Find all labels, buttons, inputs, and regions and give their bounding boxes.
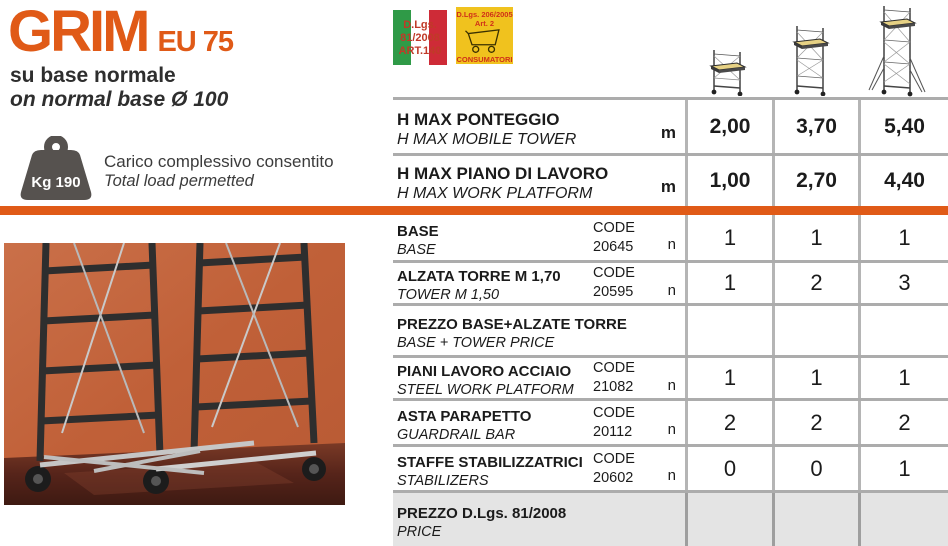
- value-cell: [858, 493, 948, 546]
- value-cell: 1: [685, 263, 772, 303]
- value-cell: [685, 493, 772, 546]
- orange-bar-spacer: [393, 206, 948, 215]
- table-row: [393, 97, 948, 153]
- value-cell: 2: [772, 263, 858, 303]
- tower-illustration-small: [706, 48, 750, 96]
- code-label: CODE: [593, 219, 635, 236]
- row-label-english: GUARDRAIL BAR: [397, 426, 516, 443]
- value-cell: 0: [772, 447, 858, 490]
- row-label-english: BASE: [397, 241, 436, 258]
- value-cell: 2: [772, 401, 858, 444]
- row-label-english: STEEL WORK PLATFORM: [397, 382, 574, 398]
- code-label: CODE: [593, 450, 635, 467]
- row-label-italian: H MAX PIANO DI LAVORO: [397, 164, 609, 183]
- row-label-english: TOWER M 1,50: [397, 287, 500, 303]
- row-label-english: PRICE: [397, 523, 442, 540]
- value-cell: 1: [772, 358, 858, 398]
- value-cell: [858, 306, 948, 355]
- weight-icon: [14, 136, 98, 202]
- table-row: [393, 260, 948, 303]
- value-cell: 3,70: [772, 100, 858, 153]
- value-cell: 1: [772, 215, 858, 260]
- load-caption-italian: Carico complessivo consentito: [104, 152, 334, 171]
- value-cell: [772, 493, 858, 546]
- code-value: 20645: [593, 238, 634, 255]
- code-value: 20602: [593, 469, 634, 486]
- shopping-cart-icon: [463, 28, 507, 54]
- value-cell: 1: [858, 358, 948, 398]
- row-label-italian: PIANI LAVORO ACCIAIO: [397, 363, 572, 380]
- row-label-english: H MAX WORK PLATFORM: [397, 185, 593, 202]
- tower-illustrations: [680, 0, 948, 97]
- flag-badge-text: D.Lgs. 81/2008 ART.140: [398, 19, 442, 57]
- tower-illustration-large: [866, 4, 928, 97]
- row-unit: n: [667, 236, 676, 253]
- code-value: 21082: [593, 379, 634, 395]
- row-label-italian: ASTA PARAPETTO: [397, 407, 532, 425]
- value-cell: 2: [858, 401, 948, 444]
- italy-flag-badge: [393, 10, 447, 65]
- value-cell: [772, 306, 858, 355]
- max-load-value: Kg 190: [31, 174, 81, 191]
- row-unit: [655, 306, 685, 355]
- row-label-italian: STAFFE STABILIZZATRICI: [397, 453, 583, 471]
- value-cell: [685, 306, 772, 355]
- table-row: [393, 215, 948, 260]
- value-cell: 2,00: [685, 100, 772, 153]
- row-unit: n: [667, 467, 676, 484]
- row-label-italian: PREZZO BASE+ALZATE TORRE: [397, 315, 627, 333]
- row-unit: n: [667, 376, 676, 394]
- subtitle-english: on normal base Ø 100: [10, 88, 229, 111]
- value-cell: 5,40: [858, 100, 948, 153]
- product-title-row: [8, 2, 233, 62]
- code-label: CODE: [593, 360, 635, 376]
- row-unit: m: [660, 122, 676, 142]
- consumer-badge-article: Art. 2: [474, 19, 495, 28]
- row-label-english: BASE + TOWER PRICE: [397, 334, 555, 351]
- row-unit: n: [667, 421, 676, 438]
- table-row-price: [393, 490, 948, 546]
- product-model: EU 75: [157, 26, 234, 58]
- row-unit: [655, 493, 685, 546]
- row-label-english: H MAX MOBILE TOWER: [397, 130, 577, 148]
- value-cell: 2,70: [772, 156, 858, 206]
- product-photo: [4, 243, 345, 505]
- product-title: GRIM: [8, 0, 148, 64]
- code-label: CODE: [593, 404, 635, 421]
- spec-table: [393, 97, 948, 546]
- code-value: 20595: [593, 284, 634, 300]
- row-unit: n: [667, 281, 676, 299]
- table-row: [393, 355, 948, 398]
- value-cell: 1: [858, 215, 948, 260]
- row-unit: m: [660, 177, 676, 196]
- table-row: [393, 303, 948, 355]
- code-value: 20112: [593, 423, 633, 440]
- row-label-italian: PREZZO D.Lgs. 81/2008: [397, 504, 567, 522]
- row-label-italian: BASE: [397, 222, 439, 240]
- value-cell: 3: [858, 263, 948, 303]
- code-label: CODE: [593, 265, 635, 281]
- table-row: [393, 444, 948, 490]
- table-row: [393, 153, 948, 206]
- value-cell: 2: [685, 401, 772, 444]
- load-caption-english: Total load permetted: [104, 172, 254, 190]
- table-row: [393, 398, 948, 444]
- value-cell: 1: [685, 358, 772, 398]
- consumer-badge-law: D.Lgs. 206/2005: [456, 10, 513, 19]
- value-cell: 1,00: [685, 156, 772, 206]
- row-label-english: STABILIZERS: [397, 472, 489, 489]
- value-cell: 0: [685, 447, 772, 490]
- max-load-badge: [14, 136, 98, 202]
- value-cell: 1: [685, 215, 772, 260]
- row-label-italian: H MAX PONTEGGIO: [397, 109, 560, 129]
- subtitle-italian: su base normale: [10, 64, 176, 87]
- value-cell: 4,40: [858, 156, 948, 206]
- tower-illustration-medium: [788, 24, 834, 96]
- value-cell: 1: [858, 447, 948, 490]
- consumer-badge: [456, 7, 513, 64]
- consumer-badge-label: CONSUMATORI: [456, 55, 513, 64]
- row-label-italian: ALZATA TORRE M 1,70: [397, 268, 561, 285]
